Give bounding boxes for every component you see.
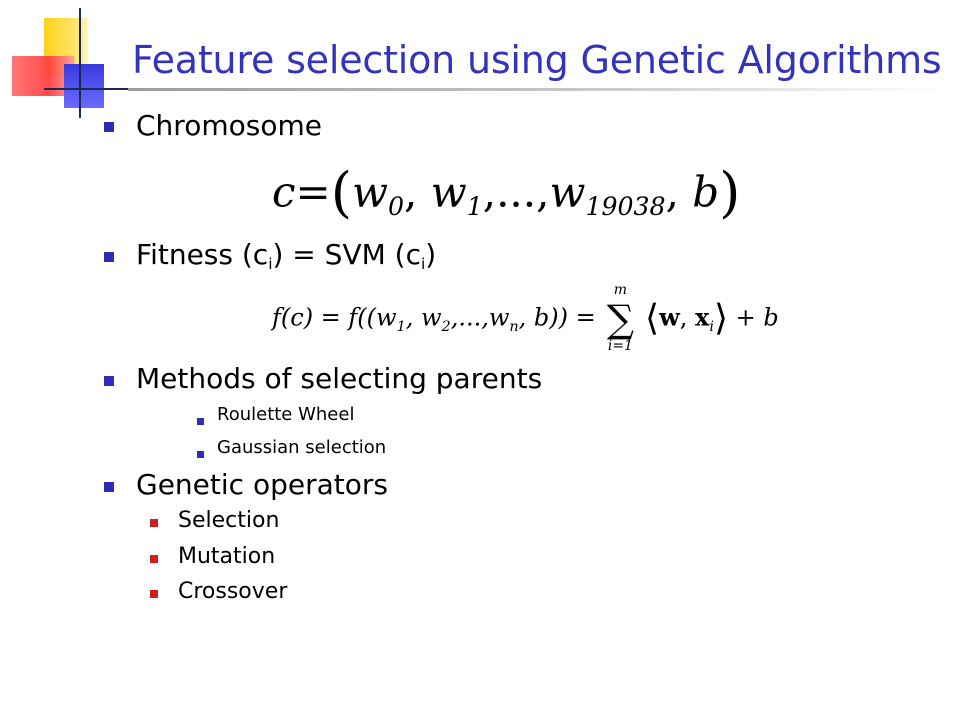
formula-dots: ..., [496, 167, 550, 217]
fitness-sub1: i [268, 255, 273, 274]
formula-b: b [692, 167, 720, 217]
formula-equals: = [295, 167, 331, 217]
bullet-fitness [136, 238, 437, 274]
formula-w1: w [430, 167, 467, 217]
fitness-suffix: ) [425, 238, 437, 271]
fitness-sub2: i [420, 255, 426, 274]
fitness-middle: ) = SVM (c [272, 238, 421, 271]
fitness-sn: n [509, 318, 519, 335]
logo-blue-block [64, 64, 104, 108]
logo-horizontal-line [44, 88, 134, 90]
slide-title: Feature selection using Genetic Algorithms [132, 38, 942, 82]
formula-w0: w [352, 167, 388, 217]
bullet-icon [104, 122, 114, 132]
red-bullet-icon [150, 519, 158, 527]
sub-bullet-icon [197, 451, 204, 458]
fitness-tail: + b [735, 303, 779, 332]
fitness-p3: ,...,w [450, 303, 510, 332]
red-bullet-icon [150, 590, 158, 598]
logo-vertical-line [79, 8, 81, 118]
xi-sub: i [709, 318, 714, 335]
fitness-s1: 1 [396, 318, 406, 335]
bold-x: x [695, 302, 710, 332]
fitness-p4: , b)) = [518, 303, 596, 332]
formula-wn: w [549, 167, 586, 217]
sub-bullet-gaussian: Gaussian selection [217, 437, 387, 458]
sub-bullet-icon [197, 418, 204, 425]
fitness-formula: $f(c) = f((w_1$, $w_2,...,w_n$, b)) = m ∑ i=1 ⟨w, $x_i⟩ + b$ [272, 281, 779, 354]
bullet-icon [104, 252, 114, 262]
red-bullet-icon [150, 555, 158, 563]
fitness-lhs: f(c) = f((w [272, 303, 397, 332]
sub-bullet-roulette: Roulette Wheel [217, 404, 355, 425]
bullet-operators: Genetic operators [136, 468, 388, 501]
bullet-icon [104, 482, 114, 492]
bullet-chromosome: Chromosome [136, 109, 322, 142]
sum-lower: i=1 [607, 337, 633, 354]
fitness-prefix: Fitness (c [136, 238, 269, 271]
formula-sub0: 0 [388, 192, 405, 222]
formula-c: c [272, 167, 296, 217]
summation: m ∑ i=1 [603, 304, 637, 338]
operator-crossover: Crossover [178, 579, 288, 604]
bold-w: w [659, 302, 680, 332]
bullet-methods: Methods of selecting parents [136, 362, 543, 395]
operator-mutation: Mutation [178, 544, 276, 569]
fitness-p2: , w [405, 303, 442, 332]
bullet-icon [104, 376, 114, 386]
formula-subn: 19038 [585, 192, 666, 222]
operator-selection: Selection [178, 508, 280, 533]
fitness-s2: 2 [441, 318, 451, 335]
chromosome-formula: $c=(w_0$, $w_1,...,w_{19038}$, b) [272, 160, 741, 224]
sum-upper: m [613, 281, 628, 298]
formula-sub1: 1 [466, 192, 483, 222]
title-underline [128, 88, 948, 91]
